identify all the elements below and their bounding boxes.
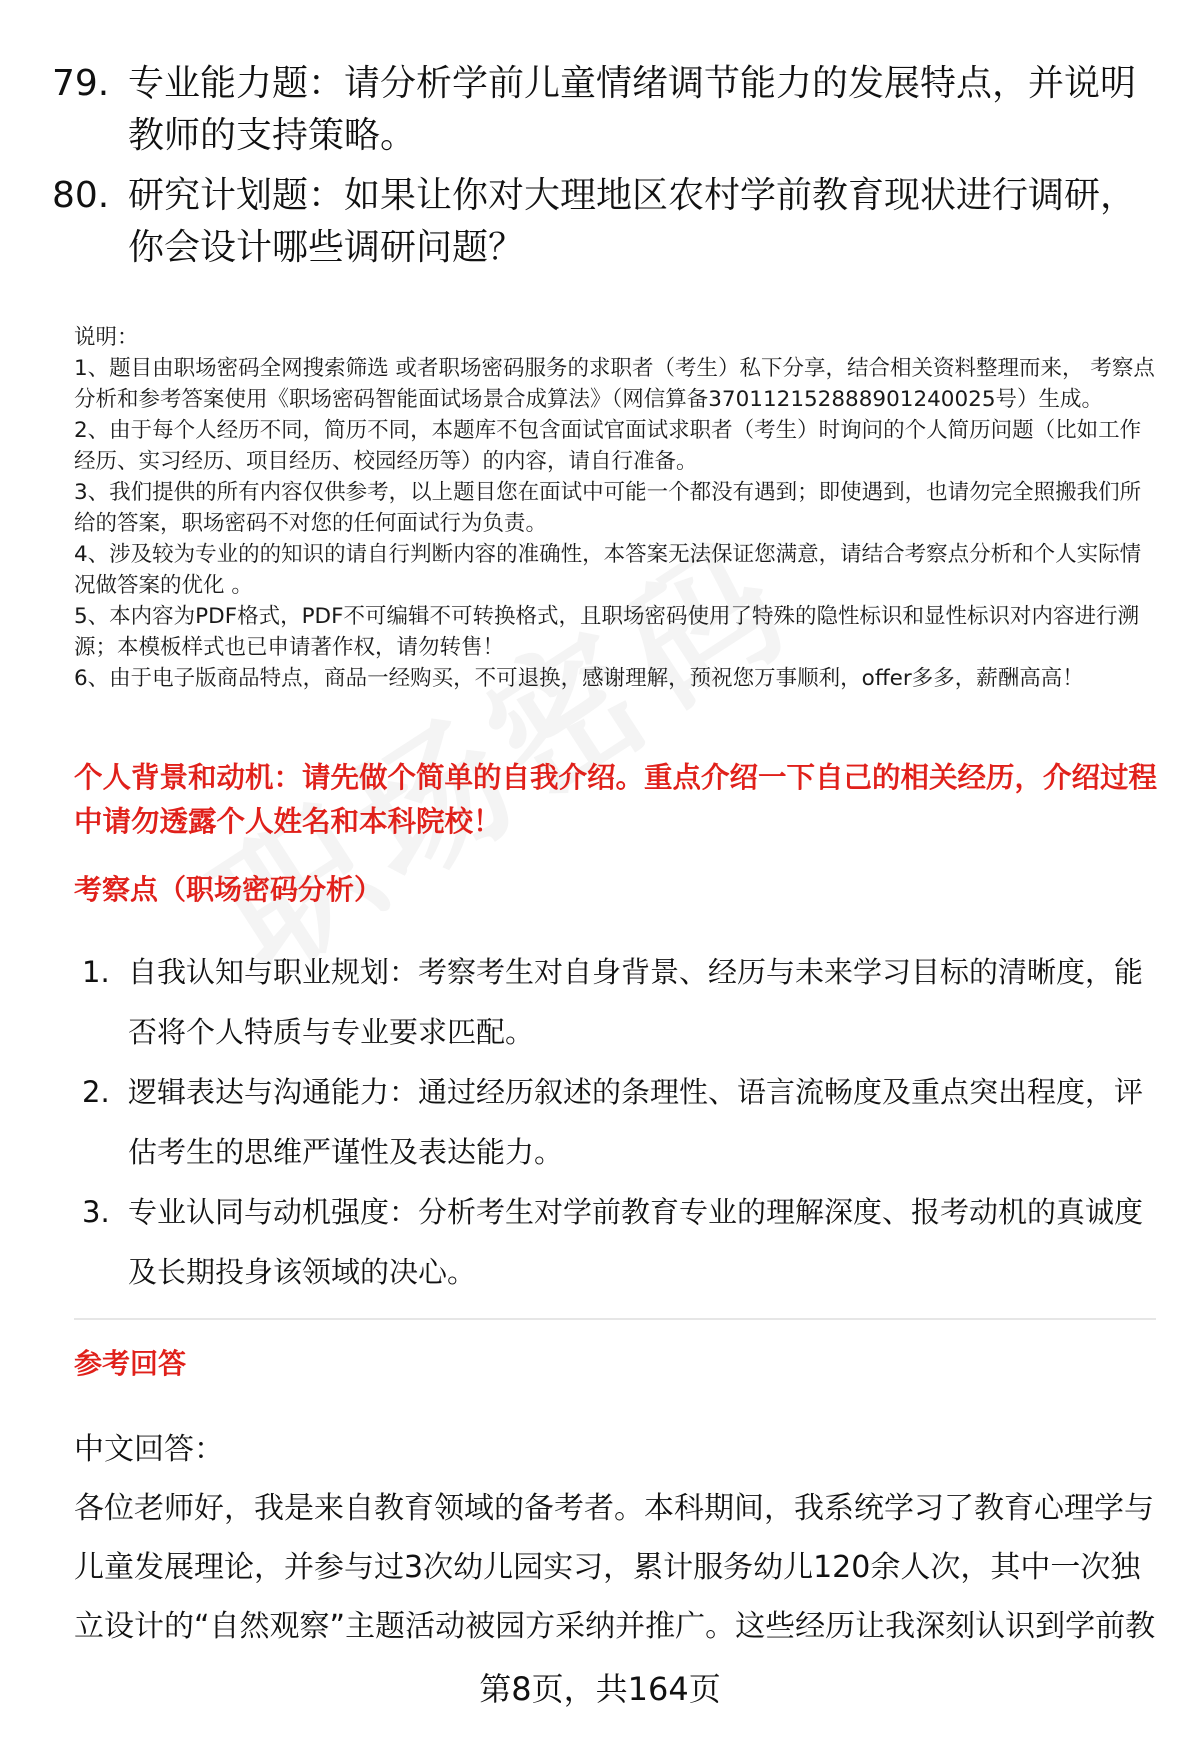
- background-question: 个人背景和动机：请先做个简单的自我介绍。重点介绍一下自己的相关经历，介绍过程中请勿透露个人姓名和本科院校！: [74, 761, 1158, 838]
- note-item: 2、由于每个人经历不同，简历不同，本题库不包含面试官面试求职者（考生）时询问的个人简历问题（比如工作经历、实习经历、项目经历、校园经历等）的内容，请自行准备。: [74, 418, 1142, 474]
- note-item: 6、由于电子版商品特点，商品一经购买，不可退换，感谢理解，预祝您万事顺利，offer多多，薪酬高高！: [74, 666, 1084, 691]
- analysis-list: [82, 942, 1162, 1302]
- analysis-title: 考察点（职场密码分析）: [74, 873, 383, 906]
- answer-body: 各位老师好，我是来自教育领域的备考者。本科期间，我系统学习了教育心理学与儿童发展理论，并参与过3次幼儿园实习，累计服务幼儿120余人次，其中一次独立设计的“自然观察”主题活动被园方采纳并推广。这些经历让我深刻认识到学前教: [74, 1491, 1156, 1644]
- notes-section: [74, 322, 1160, 694]
- note-item: 4、涉及较为专业的的知识的请自行判断内容的准确性，本答案无法保证您满意，请结合考察点分析和个人实际情况做答案的优化 。: [74, 542, 1142, 598]
- analysis-item: [82, 1062, 1162, 1182]
- analysis-text: 自我认知与职业规划：考察考生对自身背景、经历与未来学习目标的清晰度，能否将个人特质与专业要求匹配。: [128, 955, 1144, 1049]
- reference-answer: [74, 1420, 1160, 1656]
- analysis-number: 1.: [82, 955, 110, 989]
- section-divider: [74, 1318, 1156, 1320]
- analysis-item: [82, 1182, 1162, 1302]
- notes-title: 说明：: [74, 325, 139, 350]
- analysis-text: 逻辑表达与沟通能力：通过经历叙述的条理性、语言流畅度及重点突出程度，评估考生的思维严谨性及表达能力。: [128, 1075, 1144, 1169]
- note-item: 1、题目由职场密码全网搜索筛选 或者职场密码服务的求职者（考生）私下分享，结合相关资料整理而来， 考察点分析和参考答案使用《职场密码智能面试场景合成算法》（网信算备370112152888901240025号）生成。: [74, 356, 1155, 412]
- note-item: 3、我们提供的所有内容仅供参考，以上题目您在面试中可能一个都没有遇到；即使遇到，也请勿完全照搬我们所给的答案，职场密码不对您的任何面试行为负责。: [74, 480, 1142, 536]
- question-number: 79.: [52, 63, 110, 104]
- analysis-number: 3.: [82, 1195, 110, 1229]
- question-number: 80.: [52, 175, 110, 216]
- page-footer: 第8页，共164页: [479, 1670, 721, 1708]
- question-text: 研究计划题：如果让你对大理地区农村学前教育现状进行调研，你会设计哪些调研问题？: [128, 175, 1137, 268]
- question-item: [52, 58, 1162, 162]
- analysis-text: 专业认同与动机强度：分析考生对学前教育专业的理解深度、报考动机的真诚度及长期投身该领域的决心。: [128, 1195, 1144, 1289]
- question-item: [52, 170, 1162, 274]
- note-item: 5、本内容为PDF格式，PDF不可编辑不可转换格式，且职场密码使用了特殊的隐性标识和显性标识对内容进行溯源；本模板样式也已申请著作权，请勿转售！: [74, 604, 1139, 660]
- analysis-item: [82, 942, 1162, 1062]
- question-text: 专业能力题：请分析学前儿童情绪调节能力的发展特点，并说明教师的支持策略。: [128, 63, 1137, 156]
- reference-title: 参考回答: [74, 1347, 187, 1380]
- analysis-number: 2.: [82, 1075, 110, 1109]
- answer-subtitle: 中文回答：: [74, 1432, 224, 1467]
